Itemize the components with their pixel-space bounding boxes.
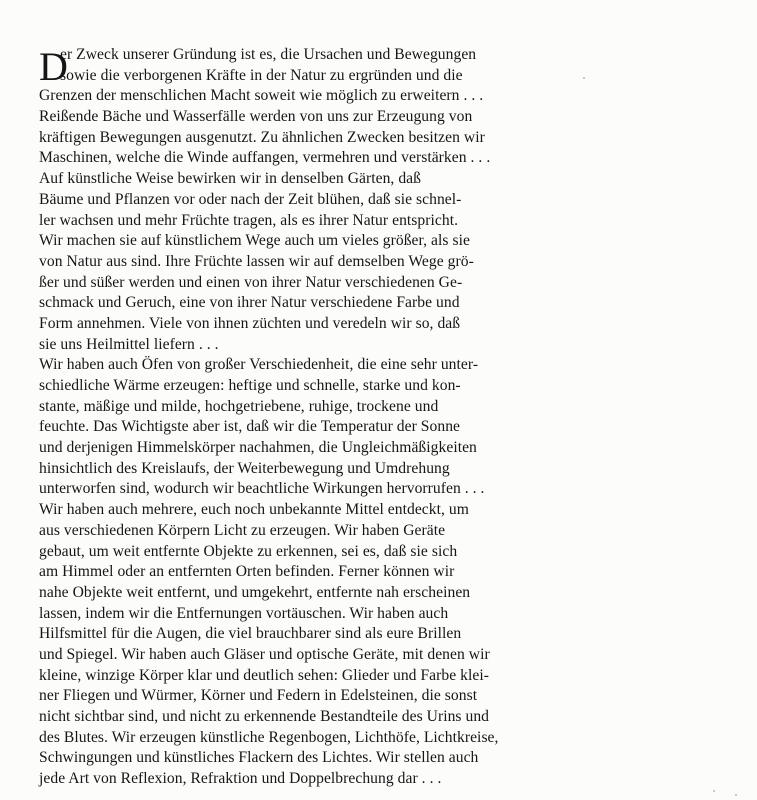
scan-speck bbox=[735, 794, 737, 796]
text-line: sie uns Heilmittel liefern . . . bbox=[39, 335, 219, 353]
text-line: nahe Objekte weit entfernt, und umgekehrt, entfernte nah erscheinen bbox=[39, 583, 471, 601]
text-line: kleine, winzige Körper klar und deutlich sehen: Glieder und Farbe klei- bbox=[39, 666, 489, 684]
text-line: Form annehmen. Viele von ihnen züchten und veredeln wir so, daß bbox=[39, 314, 461, 332]
text-line: am Himmel oder an entfernten Orten befinden. Ferner können wir bbox=[39, 563, 455, 581]
text-line: von Natur aus sind. Ihre Früchte lassen wir auf demselben Wege grö- bbox=[39, 252, 474, 270]
text-line: er Zweck unserer Gründung ist es, die Ursachen und Bewegungen bbox=[60, 46, 477, 63]
text-line: schiedliche Wärme erzeugen: heftige und schnelle, starke und kon- bbox=[39, 377, 461, 394]
text-line: Auf künstliche Weise bewirken wir in denselben Gärten, daß bbox=[39, 170, 421, 188]
text-line: Grenzen der menschlichen Macht soweit wie möglich zu erweitern . . . bbox=[39, 87, 484, 105]
text-line: lassen, indem wir die Entfernungen vortäuschen. Wir haben auch bbox=[39, 604, 449, 622]
text-line: schmack und Geruch, eine von ihrer Natur verschiedene Farbe und bbox=[39, 294, 460, 312]
text-line: Wir machen sie auf künstlichem Wege auch um vieles größer, als sie bbox=[39, 232, 470, 250]
text-line: und derjenigen Himmelskörper nachahmen, die Ungleichmäßigkeiten bbox=[39, 439, 477, 457]
text-line: und Spiegel. Wir haben auch Gläser und optische Geräte, mit denen wir bbox=[39, 645, 490, 663]
text-line: stante, mäßige und milde, hochgetriebene, ruhige, trockene und bbox=[39, 397, 439, 415]
text-line: Maschinen, welche die Winde auffangen, vermehren und verstärken . . . bbox=[39, 149, 491, 167]
body-text bbox=[39, 45, 519, 790]
drop-cap: D bbox=[39, 44, 68, 89]
text-line: Bäume und Pflanzen vor oder nach der Zeit blühen, daß sie schnel- bbox=[39, 190, 462, 208]
text-line: kräftigen Bewegungen ausgenutzt. Zu ähnlichen Zwecken besitzen wir bbox=[39, 128, 485, 146]
text-line: nicht sichtbar sind, und nicht zu erkennende Bestandteile des Urins und bbox=[39, 708, 490, 725]
text-line: aus verschiedenen Körpern Licht zu erzeugen. Wir haben Geräte bbox=[39, 521, 446, 539]
text-line: Reißende Bäche und Wasserfälle werden von uns zur Erzeugung von bbox=[39, 108, 473, 126]
text-line: ler wachsen und mehr Früchte tragen, als es ihrer Natur entspricht. bbox=[39, 211, 459, 229]
scan-speck bbox=[713, 790, 715, 792]
text-line: feuchte. Das Wichtigste aber ist, daß wir die Temperatur der Sonne bbox=[39, 418, 461, 436]
text-line: Wir haben auch Öfen von großer Verschiedenheit, die eine sehr unter- bbox=[39, 356, 479, 374]
text-line: jede Art von Reflexion, Refraktion und Doppelbrechung dar . . . bbox=[39, 770, 442, 788]
scan-speck bbox=[583, 77, 585, 79]
text-line: des Blutes. Wir erzeugen künstliche Regenbogen, Lichthöfe, Lichtkreise, bbox=[39, 728, 499, 746]
text-line: Wir haben auch mehrere, euch noch unbekannte Mittel entdeckt, um bbox=[39, 501, 469, 519]
text-line: gebaut, um weit entfernte Objekte zu erkennen, sei es, daß sie sich bbox=[39, 542, 458, 560]
text-line: Schwingungen und künstliches Flackern des Lichtes. Wir stellen auch bbox=[39, 749, 479, 767]
text-line: ner Fliegen und Würmer, Körner und Federn in Edelsteinen, die sonst bbox=[39, 687, 478, 705]
text-line: ßer und süßer werden und einen von ihrer Natur verschiedenen Ge- bbox=[39, 273, 463, 291]
text-line: unterworfen sind, wodurch wir beachtliche Wirkungen hervorrufen . . . bbox=[39, 480, 485, 498]
text-line: hinsichtlich des Kreislaufs, der Weiterbewegung und Umdrehung bbox=[39, 459, 450, 477]
text-line: Hilfsmittel für die Augen, die viel brauchbarer sind als eure Brillen bbox=[39, 625, 462, 643]
text-line: sowie die verborgenen Kräfte in der Natur zu ergründen und die bbox=[60, 66, 463, 84]
